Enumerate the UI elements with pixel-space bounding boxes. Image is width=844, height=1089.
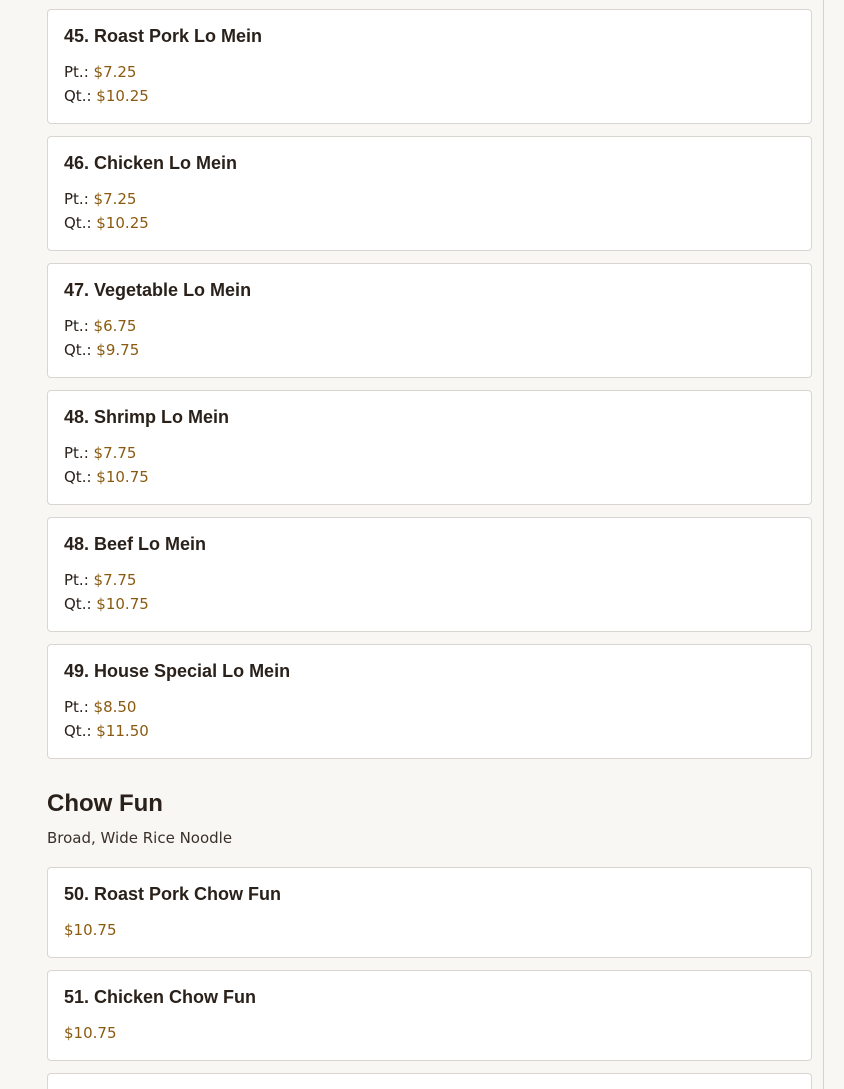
item-prices	[64, 60, 795, 108]
item-name: 45. Roast Pork Lo Mein	[64, 26, 263, 46]
quart-price: $10.75	[96, 595, 149, 613]
pint-price: $7.25	[93, 63, 137, 81]
section-description: Broad, Wide Rice Noodle	[47, 829, 233, 847]
item-name: 49. House Special Lo Mein	[64, 661, 291, 681]
item-prices	[64, 918, 795, 942]
menu-item-card[interactable]	[47, 970, 812, 1061]
item-prices	[64, 441, 795, 489]
pint-price-line	[64, 314, 795, 338]
item-prices	[64, 568, 795, 616]
pint-price-line	[64, 695, 795, 719]
pint-price-line	[64, 568, 795, 592]
pint-label: Pt.:	[64, 63, 89, 81]
quart-label: Qt.:	[64, 722, 92, 740]
chow-fun-section-header	[47, 789, 812, 848]
quart-label: Qt.:	[64, 468, 92, 486]
menu-item-card[interactable]	[47, 867, 812, 958]
pint-label: Pt.:	[64, 571, 89, 589]
menu-item-card-partial[interactable]	[47, 1073, 812, 1089]
quart-label: Qt.:	[64, 87, 92, 105]
pint-price-line	[64, 441, 795, 465]
pint-price: $6.75	[93, 317, 137, 335]
quart-price: $10.25	[96, 214, 149, 232]
pint-price: $7.75	[93, 444, 137, 462]
pint-price-line	[64, 187, 795, 211]
item-name: 46. Chicken Lo Mein	[64, 153, 238, 173]
quart-label: Qt.:	[64, 341, 92, 359]
item-name: 51. Chicken Chow Fun	[64, 987, 257, 1007]
pint-price-line	[64, 60, 795, 84]
quart-price: $9.75	[96, 341, 140, 359]
quart-price: $10.75	[96, 468, 149, 486]
item-prices	[64, 1021, 795, 1045]
pint-price: $8.50	[93, 698, 137, 716]
quart-price: $10.25	[96, 87, 149, 105]
section-title: Chow Fun	[47, 790, 163, 817]
item-prices	[64, 695, 795, 743]
menu-item-card[interactable]	[47, 517, 812, 632]
menu-item-card[interactable]	[47, 644, 812, 759]
quart-price-line	[64, 338, 795, 362]
pint-label: Pt.:	[64, 444, 89, 462]
quart-price-line	[64, 719, 795, 743]
menu-item-card[interactable]	[47, 136, 812, 251]
menu-item-card[interactable]	[47, 263, 812, 378]
quart-price-line	[64, 84, 795, 108]
menu-item-card[interactable]	[47, 9, 812, 124]
item-name: 50. Roast Pork Chow Fun	[64, 884, 282, 904]
item-prices	[64, 187, 795, 235]
item-prices	[64, 314, 795, 362]
quart-price-line	[64, 211, 795, 235]
pint-price: $7.25	[93, 190, 137, 208]
quart-label: Qt.:	[64, 595, 92, 613]
menu-item-card[interactable]	[47, 390, 812, 505]
quart-label: Qt.:	[64, 214, 92, 232]
pint-price: $7.75	[93, 571, 137, 589]
item-price: $10.75	[64, 921, 117, 939]
item-name: 47. Vegetable Lo Mein	[64, 280, 252, 300]
item-name: 48. Beef Lo Mein	[64, 534, 207, 554]
quart-price: $11.50	[96, 722, 149, 740]
quart-price-line	[64, 465, 795, 489]
menu-content	[47, 9, 812, 1089]
item-name: 48. Shrimp Lo Mein	[64, 407, 230, 427]
quart-price-line	[64, 592, 795, 616]
pint-label: Pt.:	[64, 698, 89, 716]
item-price: $10.75	[64, 1024, 117, 1042]
pint-label: Pt.:	[64, 317, 89, 335]
pint-label: Pt.:	[64, 190, 89, 208]
